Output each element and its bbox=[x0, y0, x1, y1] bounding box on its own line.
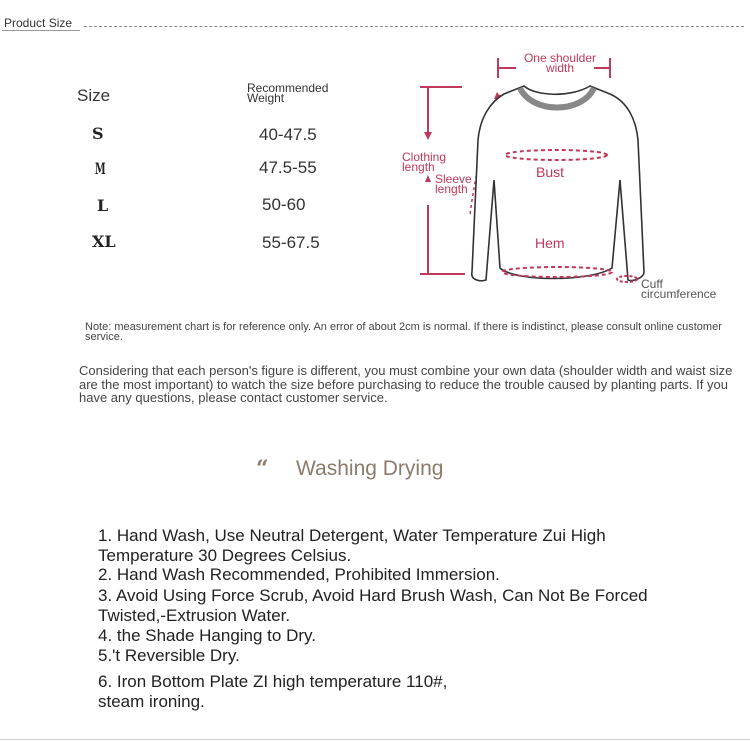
sleeve-length-label: Sleeve length bbox=[435, 172, 472, 196]
hem-label: Hem bbox=[535, 235, 565, 251]
size-cell: S bbox=[92, 124, 104, 143]
washing-title: Washing Drying bbox=[296, 457, 444, 480]
weight-cell: 40-47.5 bbox=[259, 125, 317, 144]
size-advice-paragraph: Considering that each person's figure is different, you must combine your own data (shoulder width and waist size are the most important) to watch the size before purchasing to reduce the trouble caused by planting parts. If you have any questions, please contact customer service. bbox=[79, 363, 733, 405]
quote-icon: “ bbox=[256, 456, 269, 482]
cuff-label: Cuff circumference bbox=[641, 277, 717, 301]
care-item: 6. Iron Bottom Plate ZI high temperature 110#, steam ironing. bbox=[98, 672, 448, 711]
care-item: 3. Avoid Using Force Scrub, Avoid Hard Brush Wash, Can Not Be Forced Twisted,-Extrusion Water. bbox=[98, 586, 648, 625]
weight-column-header: Recommended Weight bbox=[247, 81, 329, 105]
size-cell: L bbox=[97, 196, 109, 215]
shoulder-width-label: One shoulder width bbox=[523, 51, 597, 75]
sweater-diagram bbox=[0, 0, 750, 320]
care-item: 4. the Shade Hanging to Dry. bbox=[98, 626, 316, 645]
measurement-note: Note: measurement chart is for reference only. An error of about 2cm is normal. If there is indistinct, please consult online customer service. bbox=[85, 321, 722, 343]
size-cell: M bbox=[95, 159, 106, 178]
care-item: 5.'t Reversible Dry. bbox=[98, 646, 240, 665]
bust-label: Bust bbox=[536, 164, 565, 180]
weight-cell: 55-67.5 bbox=[262, 233, 320, 252]
clothing-length-label: Clothing length bbox=[402, 150, 447, 174]
care-item: 2. Hand Wash Recommended, Prohibited Immersion. bbox=[98, 565, 500, 584]
size-column-header: Size bbox=[77, 86, 111, 105]
section-label: Product Size bbox=[4, 16, 73, 30]
weight-cell: 47.5-55 bbox=[259, 158, 317, 177]
care-item: 1. Hand Wash, Use Neutral Detergent, Water Temperature Zui High Temperature 30 Degrees Celsius. bbox=[98, 526, 606, 565]
bottom-divider bbox=[0, 739, 750, 740]
weight-cell: 50-60 bbox=[262, 195, 306, 214]
size-cell: XL bbox=[92, 232, 116, 251]
